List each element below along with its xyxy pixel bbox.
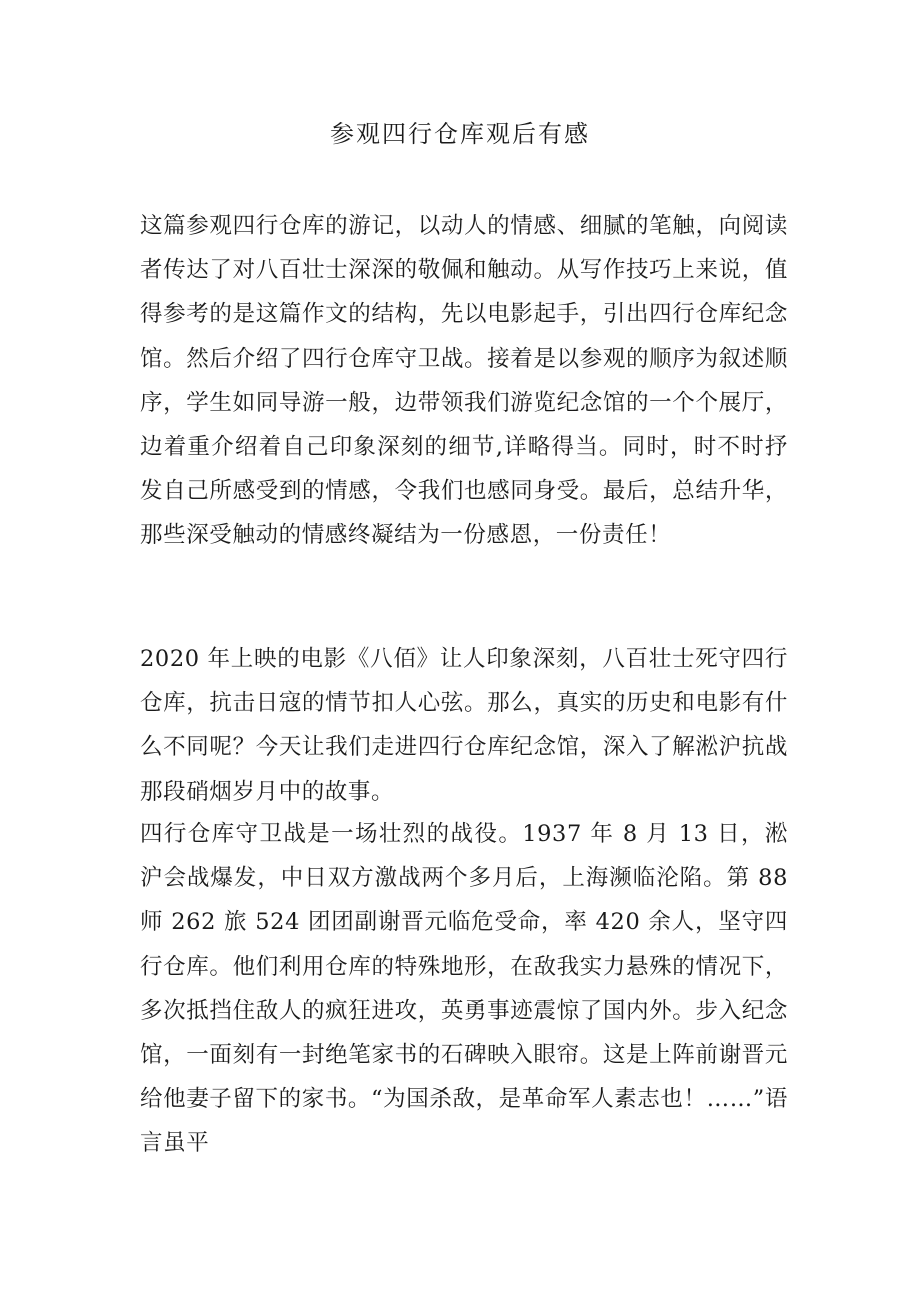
- intro-paragraph: 这篇参观四行仓库的游记，以动人的情感、细腻的笔触，向阅读者传达了对八百壮士深深的敬佩和触动。从写作技巧上来说，值得参考的是这篇作文的结构，先以电影起手，引出四行仓库纪念馆。然后介绍了四行仓库守卫战。接着是以参观的顺序为叙述顺序，学生如同导游一般，边带领我们游览纪念馆的一个个展厅，边着重介绍着自己印象深刻的细节,详略得当。同时，时不时抒发自己所感受到的情感，令我们也感同身受。最后，总结升华，那些深受触动的情感终凝结为一份感恩，一份责任！: [140, 213, 788, 549]
- body-paragraph-2: 四行仓库守卫战是一场壮烈的战役。1937 年 8 月 13 日，淞沪会战爆发，中日双方激战两个多月后，上海濒临沦陷。第 88 师 262 旅 524 团团副谢晋元临危受命，率 420 余人，坚守四行仓库。他们利用仓库的特殊地形，在敌我实力悬殊的情况下，多次抵挡住敌人的疯狂进攻，英勇事迹震惊了国内外。步入纪念馆，一面刻有一封绝笔家书的石碑映入眼帘。这是上阵前谢晋元给他妻子留下的家书。“为国杀敌，是革命军人素志也！……”语言虽平: [140, 821, 788, 1157]
- document-title: 参观四行仓库观后有感: [330, 120, 590, 148]
- body-paragraph-1: 2020 年上映的电影《八佰》让人印象深刻，八百壮士死守四行仓库，抗击日寇的情节扣人心弦。那么，真实的历史和电影有什么不同呢？今天让我们走进四行仓库纪念馆，深入了解淞沪抗战那段硝烟岁月中的故事。: [140, 646, 788, 805]
